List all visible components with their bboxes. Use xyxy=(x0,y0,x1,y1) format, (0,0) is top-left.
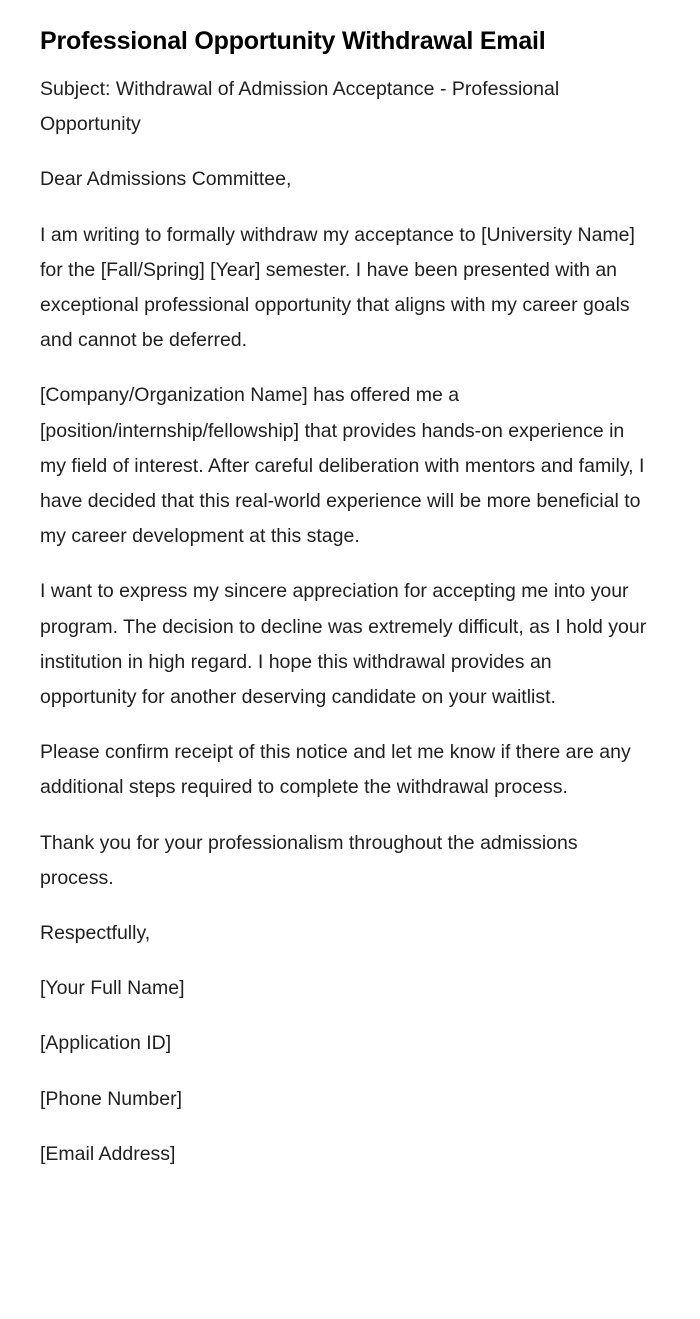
body-paragraph-withdrawal: I am writing to formally withdraw my acceptance to [University Name] for the [Fall/Spring] [Year] semester. I have been presented with an exceptional professional opportunity that aligns with my career goals and cannot be deferred. xyxy=(40,223,635,352)
signature-full-name: [Your Full Name] xyxy=(40,977,185,1000)
email-closing: Respectfully, xyxy=(40,922,151,945)
email-subject: Subject: Withdrawal of Admission Acceptance - Professional Opportunity xyxy=(40,78,560,136)
email-salutation: Dear Admissions Committee, xyxy=(40,168,292,191)
signature-application-id: [Application ID] xyxy=(40,1032,172,1055)
signature-email: [Email Address] xyxy=(40,1142,176,1165)
body-paragraph-confirmation: Please confirm receipt of this notice and let me know if there are any additional steps required to complete the withdrawal process. xyxy=(40,741,631,799)
body-paragraph-opportunity: [Company/Organization Name] has offered me a [position/internship/fellowship] that provides hands-on experience in my field of interest. After careful deliberation with mentors and family, I have decided that this real-world experience will be more beneficial to my career development at this stage. xyxy=(40,384,645,548)
body-paragraph-appreciation: I want to express my sincere appreciation for accepting me into your program. The decision to decline was extremely difficult, as I hold your institution in high regard. I hope this withdrawal provides an opportunity for another deserving candidate on your waitlist. xyxy=(40,580,647,709)
body-paragraph-thanks: Thank you for your professionalism throughout the admissions process. xyxy=(40,831,578,889)
signature-phone: [Phone Number] xyxy=(40,1087,182,1110)
page-title: Professional Opportunity Withdrawal Email xyxy=(40,27,546,55)
